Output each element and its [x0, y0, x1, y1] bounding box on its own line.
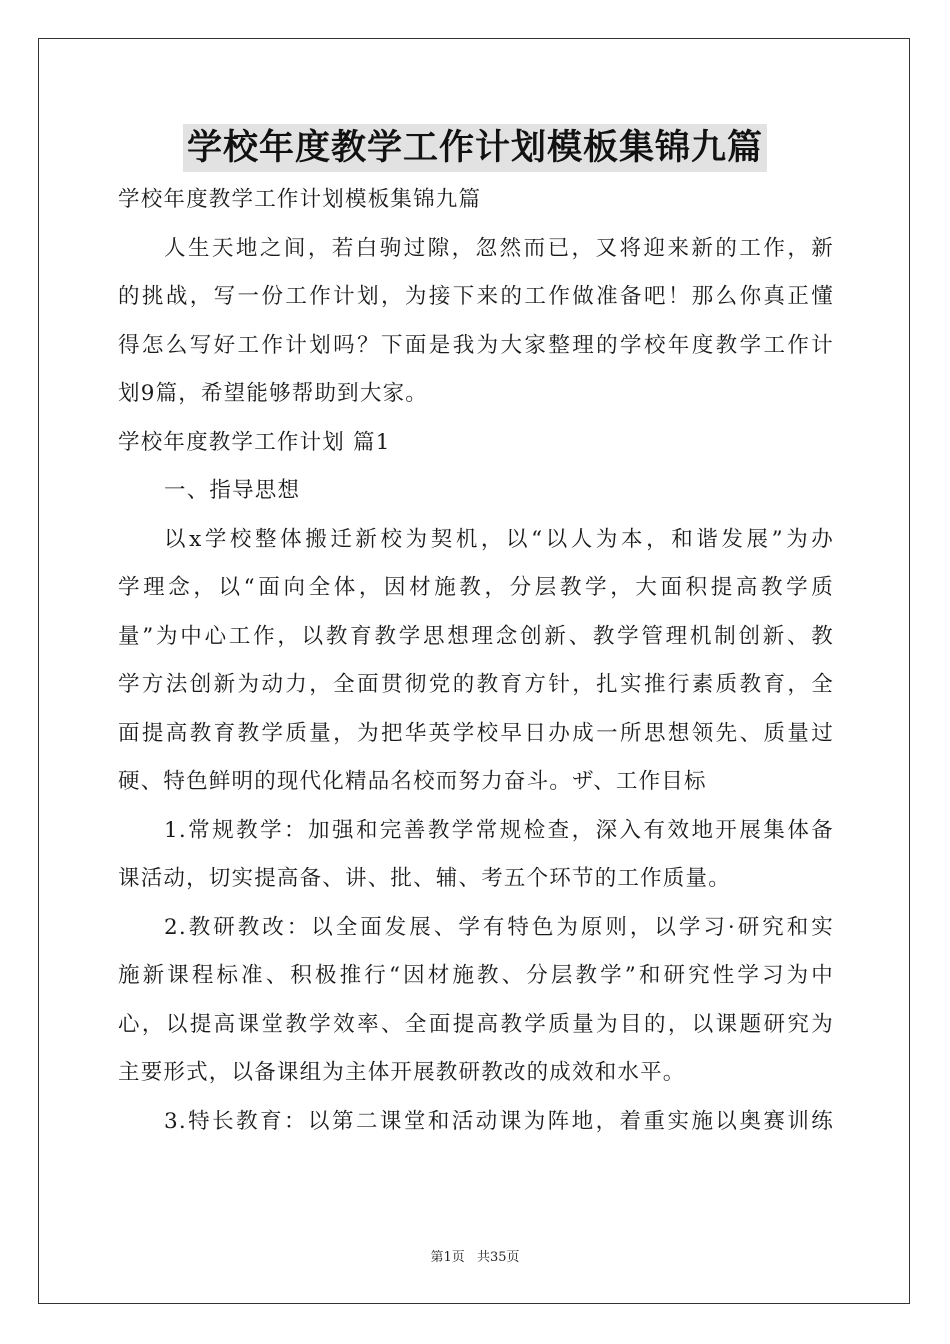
text-line: 量”为中心工作，以教育教学思想理念创新、教学管理机制创新、教 — [118, 623, 834, 649]
text-line: 学校年度教学工作计划 篇1 — [118, 429, 391, 455]
text-line: 划9篇，希望能够帮助到大家。 — [118, 381, 428, 406]
text-line: 学理念，以“面向全体，因材施教，分层教学，大面积提高教学质 — [118, 575, 834, 600]
document-title: 学校年度教学工作计划模板集锦九篇 — [183, 124, 767, 172]
text-line: 得怎么写好工作计划吗？下面是我为大家整理的学校年度教学工作计 — [118, 332, 834, 358]
text-line: 1.常规教学：加强和完善教学常规检查，深入有效地开展集体备 — [164, 817, 834, 843]
text-line: 学校年度教学工作计划模板集锦九篇 — [118, 187, 482, 212]
text-line: 一、指导思想 — [164, 478, 301, 503]
text-line: 面提高教育教学质量，为把华英学校早日办成一所思想领先、质量过 — [118, 720, 834, 746]
text-line: 主要形式，以备课组为主体开展教研教改的成效和水平。 — [118, 1060, 686, 1085]
text-line: 的挑战，写一份工作计划，为接下来的工作做准备吧！那么你真正懂 — [118, 284, 834, 309]
text-line: 3.特长教育：以第二课堂和活动课为阵地，着重实施以奥赛训练 — [164, 1108, 834, 1134]
title-container — [0, 124, 950, 172]
text-line: 课活动，切实提高备、讲、批、辅、考五个环节的工作质量。 — [118, 866, 731, 891]
document-body — [118, 176, 834, 1146]
text-line: 学方法创新为动力，全面贯彻党的教育方针，扎实推行素质教育，全 — [118, 672, 834, 697]
text-line: 人生天地之间，若白驹过隙，忽然而已，又将迎来新的工作，新 — [164, 235, 834, 261]
page-footer — [0, 1246, 950, 1265]
current-page-label: 第1页 — [430, 1250, 465, 1265]
text-line: 以x学校整体搬迁新校为契机，以“以人为本，和谐发展”为办 — [164, 526, 834, 552]
total-pages-label: 共35页 — [476, 1250, 520, 1265]
text-line: 2.教研教改：以全面发展、学有特色为原则，以学习·研究和实 — [164, 914, 834, 940]
text-line: 心，以提高课堂教学效率、全面提高教学质量为目的，以课题研究为 — [118, 1011, 834, 1037]
text-line: 施新课程标准、积极推行“因材施教、分层教学”和研究性学习为中 — [118, 963, 834, 988]
text-line: 硬、特色鲜明的现代化精品名校而努力奋斗。ザ、工作目标 — [118, 769, 707, 794]
